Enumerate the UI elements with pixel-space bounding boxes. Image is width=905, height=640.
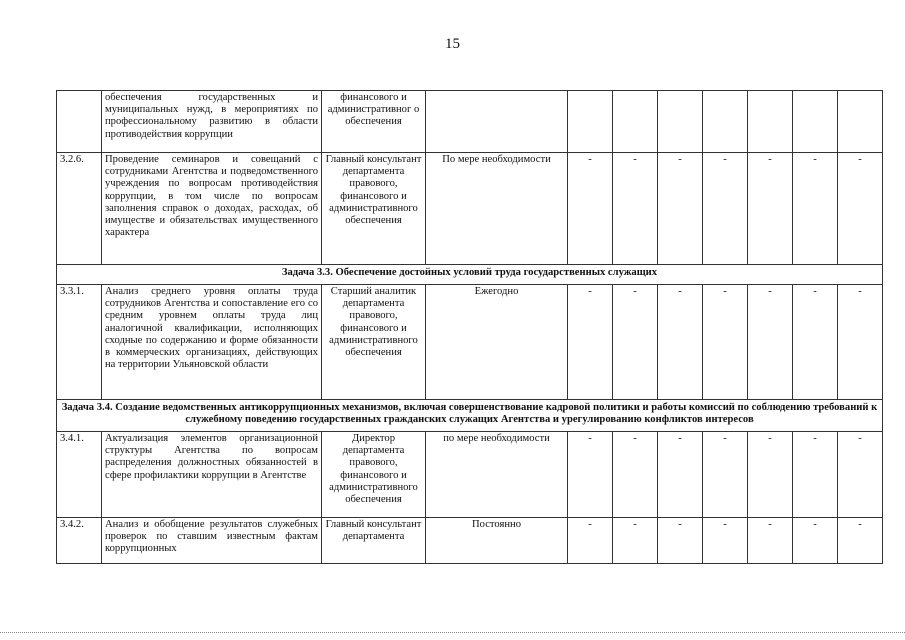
indicator-cell: - [838, 285, 883, 400]
indicator-cell: - [793, 518, 838, 564]
indicator-cell: - [658, 153, 703, 265]
execution-term: по мере необходимости [426, 432, 568, 518]
indicator-cell: - [613, 518, 658, 564]
table-row [57, 91, 883, 153]
indicator-cell: - [838, 153, 883, 265]
responsible-executor: Директор департамента правового, финансового и административного обеспечения [322, 432, 426, 518]
table-row [57, 285, 883, 400]
responsible-executor: Главный консультант департамента правового, финансового и административного обеспечения [322, 153, 426, 265]
indicator-cell [613, 91, 658, 153]
measure-description: Актуализация элементов организационной структуры Агентства по вопросам распределения должностных обязанностей в сфере профилактики коррупции в Агентстве [102, 432, 322, 518]
responsible-executor: Старший аналитик департамента правового, финансового и административного обеспечения [322, 285, 426, 400]
page-number: 15 [445, 36, 460, 52]
indicator-cell: - [658, 518, 703, 564]
indicator-cell: - [703, 153, 748, 265]
task-header-row [57, 400, 883, 432]
table-row [57, 153, 883, 265]
table-row [57, 432, 883, 518]
indicator-cell: - [748, 518, 793, 564]
action-plan-table [56, 90, 883, 564]
task-3-3-title: Задача 3.3. Обеспечение достойных условий труда государственных служащих [57, 265, 883, 285]
indicator-cell: - [838, 432, 883, 518]
row-number: 3.4.2. [57, 518, 102, 564]
measure-description: Анализ среднего уровня оплаты труда сотрудников Агентства и сопоставление его со средним уровнем оплаты труда лиц аналогичной квалификации, исполняющих сходные по содержанию и форме обязанности в коммерческих организациях, действующих на территории Ульяновской области [102, 285, 322, 400]
execution-term: Постоянно [426, 518, 568, 564]
indicator-cell: - [748, 432, 793, 518]
task-header-row [57, 265, 883, 285]
indicator-cell [703, 91, 748, 153]
row-number: 3.3.1. [57, 285, 102, 400]
indicator-cell: - [568, 518, 613, 564]
indicator-cell: - [793, 432, 838, 518]
indicator-cell: - [613, 285, 658, 400]
execution-term: Ежегодно [426, 285, 568, 400]
indicator-cell: - [613, 153, 658, 265]
indicator-cell: - [658, 285, 703, 400]
indicator-cell [793, 91, 838, 153]
indicator-cell: - [703, 285, 748, 400]
row-number: 3.4.1. [57, 432, 102, 518]
measure-description: обеспечения государственных и муниципальных нужд, в мероприятиях по профессиональному развитию в области противодействия коррупции [102, 91, 322, 153]
table-row [57, 518, 883, 564]
indicator-cell: - [703, 518, 748, 564]
indicator-cell: - [793, 285, 838, 400]
task-3-4-title: Задача 3.4. Создание ведомственных антикоррупционных механизмов, включая совершенствование кадровой политики и работы комиссий по соблюдению требований к служебному поведению государственных гражданских служащих Агентства и урегулированию конфликтов интересов [57, 400, 883, 432]
measure-description: Анализ и обобщение результатов служебных проверок по ставшим известным фактам коррупционных [102, 518, 322, 564]
responsible-executor: Главный консультант департамента [322, 518, 426, 564]
indicator-cell [838, 91, 883, 153]
row-number: 3.2.6. [57, 153, 102, 265]
indicator-cell: - [568, 153, 613, 265]
scan-edge-divider [0, 632, 905, 633]
execution-term: По мере необходимости [426, 153, 568, 265]
indicator-cell: - [658, 432, 703, 518]
indicator-cell: - [748, 285, 793, 400]
indicator-cell: - [838, 518, 883, 564]
row-number [57, 91, 102, 153]
measure-description: Проведение семинаров и совещаний с сотрудниками Агентства и подведомственного учреждения по вопросам противодействия коррупции, в том числе по вопросам заполнения справок о доходах, расходах, об имуществе и обязательствах имущественного характера [102, 153, 322, 265]
indicator-cell: - [613, 432, 658, 518]
indicator-cell [748, 91, 793, 153]
indicator-cell: - [703, 432, 748, 518]
execution-term [426, 91, 568, 153]
indicator-cell: - [748, 153, 793, 265]
indicator-cell [568, 91, 613, 153]
indicator-cell: - [793, 153, 838, 265]
indicator-cell: - [568, 432, 613, 518]
indicator-cell [658, 91, 703, 153]
responsible-executor: финансового и административног о обеспечения [322, 91, 426, 153]
indicator-cell: - [568, 285, 613, 400]
